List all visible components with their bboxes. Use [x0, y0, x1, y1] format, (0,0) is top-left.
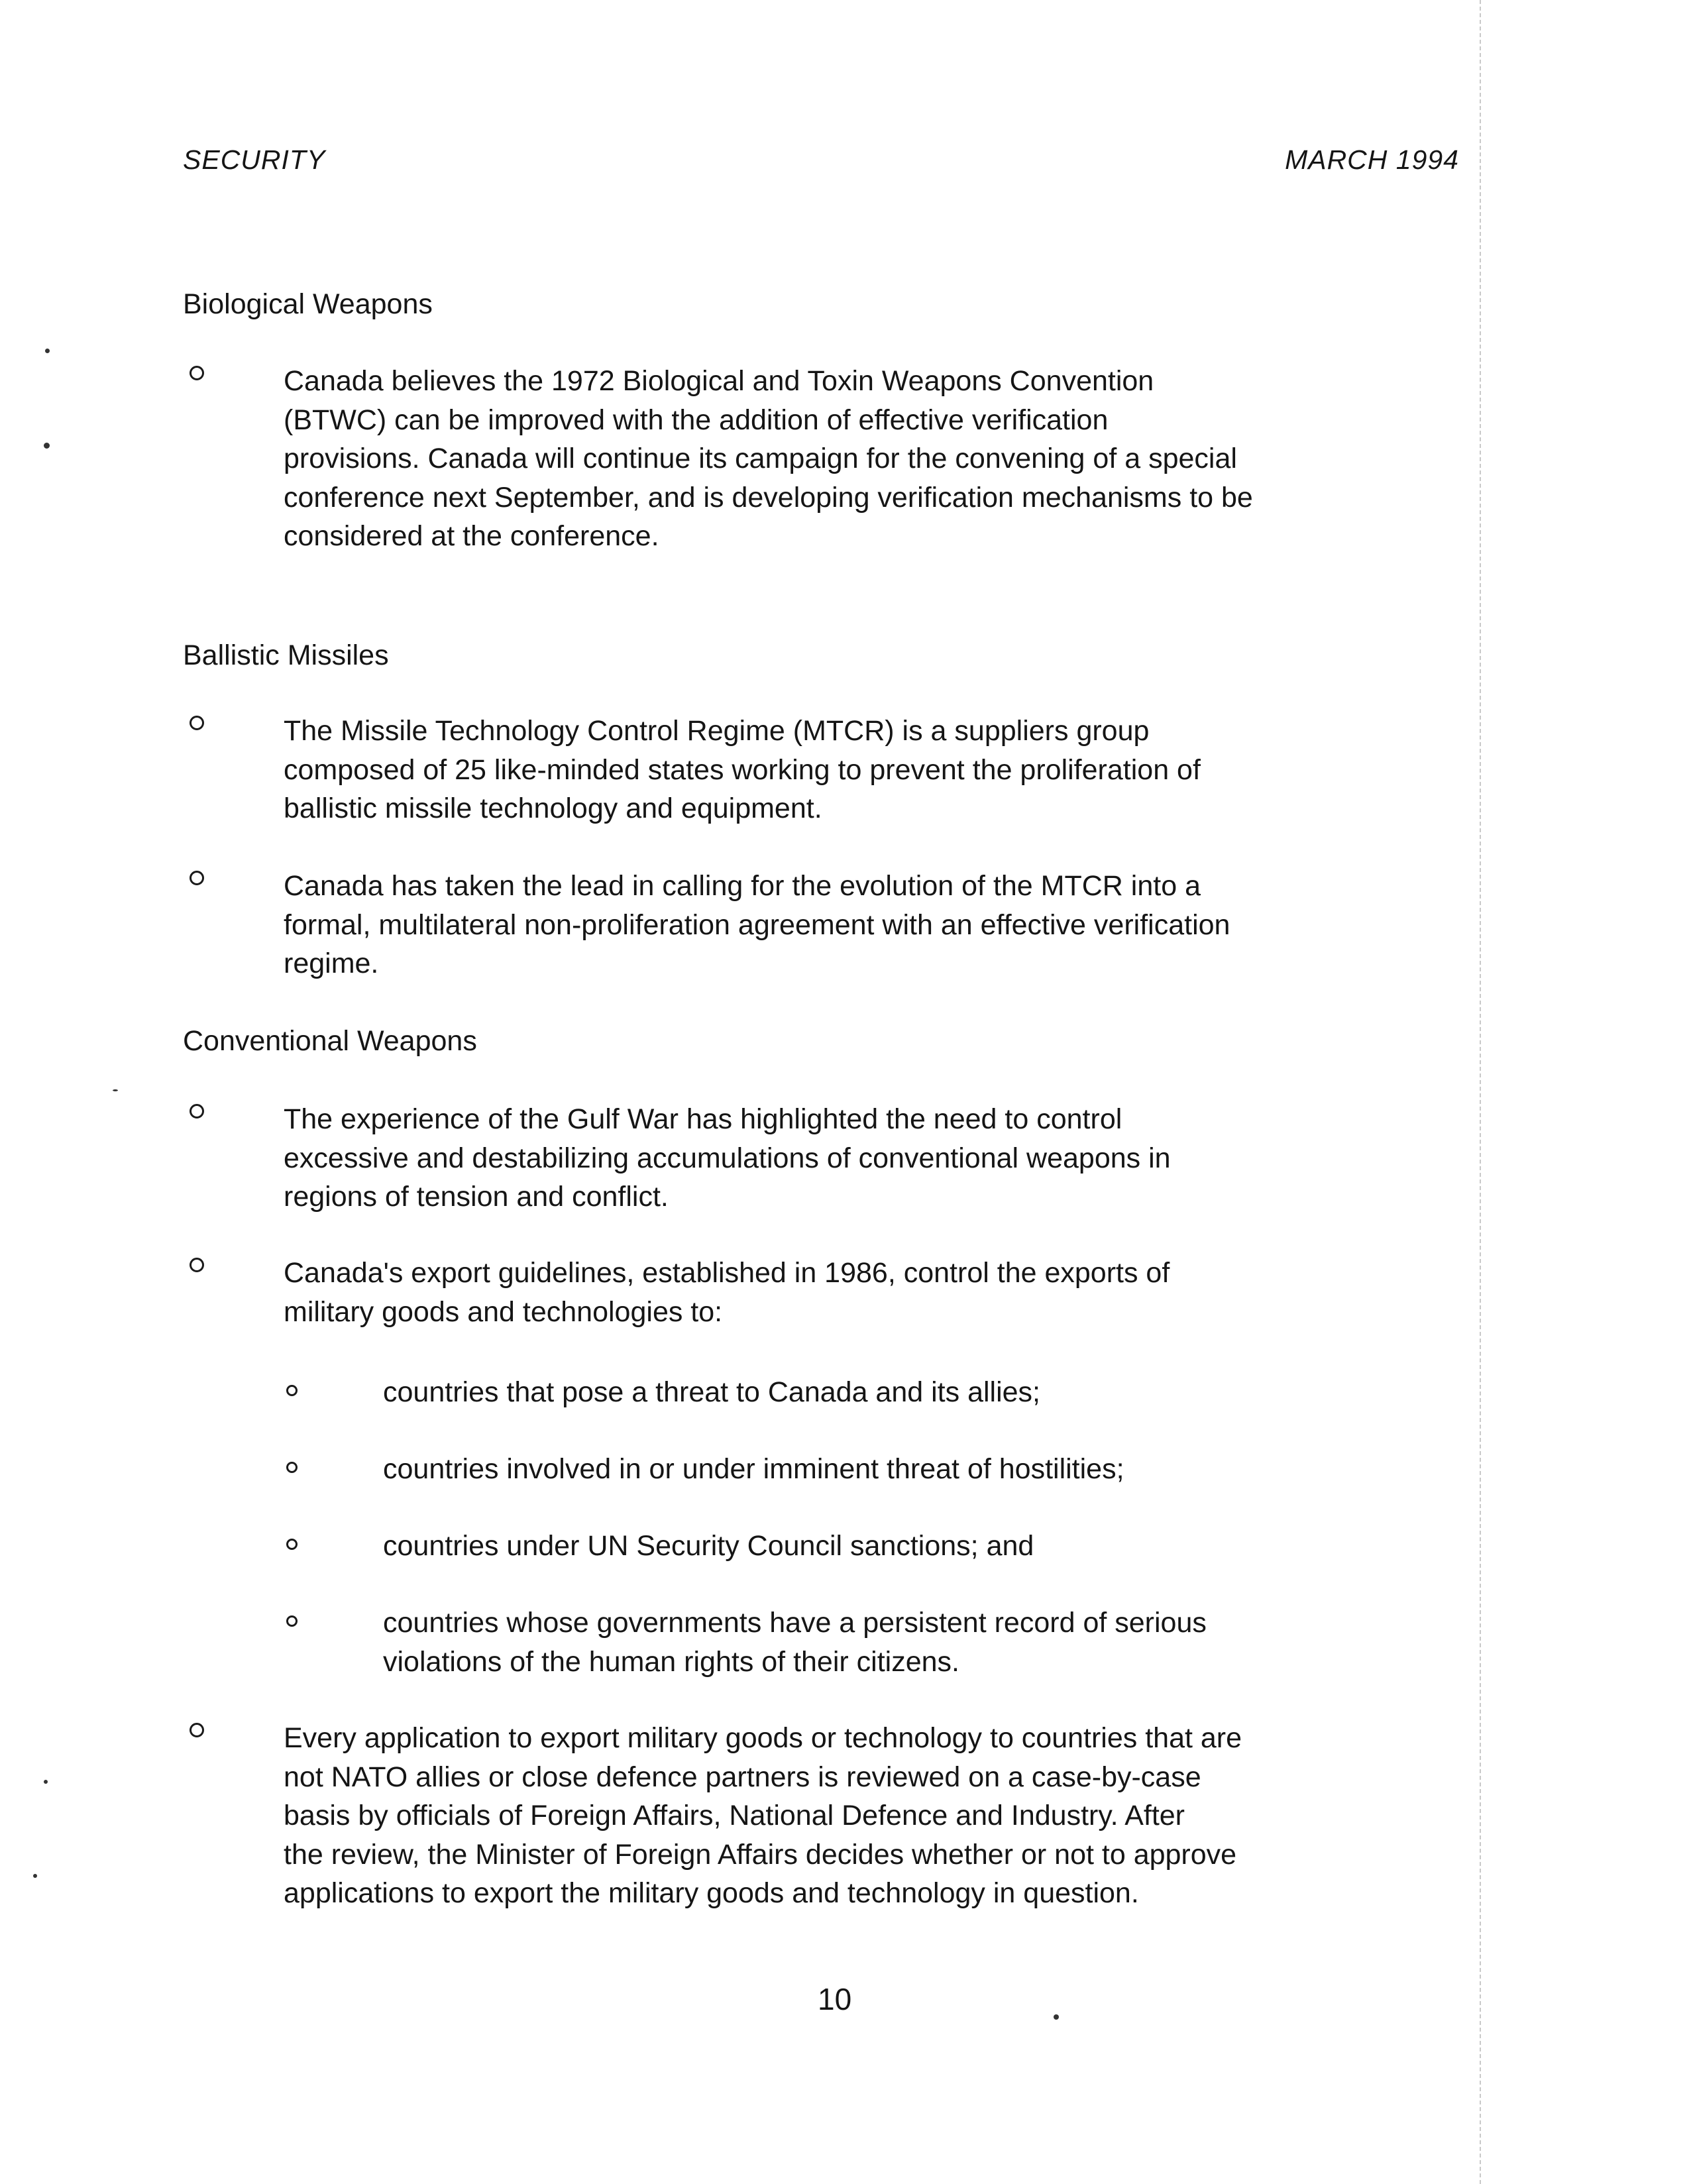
list-item-text: Every application to export military goods or technology to countries that are not NATO allies or close defence partners is reviewed on a case-by-case basis by officials of Foreign Affairs, National Defence and Industry. After the review, the Minister of Foreign Affairs decides whether or not to approve applications to export the military goods and technology in question. — [284, 1722, 1242, 1909]
header-date: MARCH 1994 — [1285, 144, 1459, 175]
list-item-text: The experience of the Gulf War has highlighted the need to control excessive and destabilizing accumulations of conventional weapons in regions of tension and conflict. — [284, 1103, 1171, 1213]
small-bullet-icon — [286, 1615, 298, 1627]
small-bullet-icon — [286, 1385, 298, 1396]
scan-speck — [44, 1780, 48, 1784]
hollow-bullet-icon — [190, 1258, 204, 1272]
hollow-bullet-icon — [190, 1104, 204, 1119]
sub-list-item-text: countries whose governments have a persistent record of serious violations of the human rights of their citizens. — [383, 1607, 1207, 1678]
sub-list-item-text: countries involved in or under imminent threat of hostilities; — [383, 1453, 1124, 1485]
list-item-text: The Missile Technology Control Regime (MTCR) is a suppliers group composed of 25 like-minded states working to prevent the proliferation of ballistic missile technology and equipment. — [284, 715, 1201, 824]
hollow-bullet-icon — [190, 366, 204, 380]
sub-list-item-text: countries under UN Security Council sanctions; and — [383, 1530, 1034, 1562]
section-heading-conventional-weapons: Conventional Weapons — [183, 1025, 477, 1057]
sub-list-item-text: countries that pose a threat to Canada and its allies; — [383, 1376, 1041, 1408]
scan-speck — [44, 443, 50, 449]
list-item-text: Canada believes the 1972 Biological and Toxin Weapons Convention (BTWC) can be improved with the addition of effective verification provisions. Canada will continue its campaign for the convening of a special conference next September, and is developing verification mechanisms to be considered at the conference. — [284, 365, 1253, 552]
section-heading-ballistic-missiles: Ballistic Missiles — [183, 639, 389, 671]
scan-speck — [113, 1089, 118, 1091]
scan-speck — [1054, 2014, 1059, 2020]
small-bullet-icon — [286, 1462, 298, 1473]
list-item-text: Canada's export guidelines, established in 1986, control the exports of military goods and technologies to: — [284, 1257, 1170, 1328]
hollow-bullet-icon — [190, 716, 204, 730]
header-section-label: SECURITY — [183, 144, 326, 175]
hollow-bullet-icon — [190, 1723, 204, 1737]
page-number: 10 — [818, 1982, 852, 2016]
scan-speck — [45, 349, 50, 353]
scan-speck — [33, 1874, 37, 1878]
hollow-bullet-icon — [190, 871, 204, 885]
small-bullet-icon — [286, 1539, 298, 1550]
section-heading-biological-weapons: Biological Weapons — [183, 288, 433, 320]
list-item-text: Canada has taken the lead in calling for the evolution of the MTCR into a formal, multilateral non-proliferation agreement with an effective verification regime. — [284, 870, 1230, 979]
